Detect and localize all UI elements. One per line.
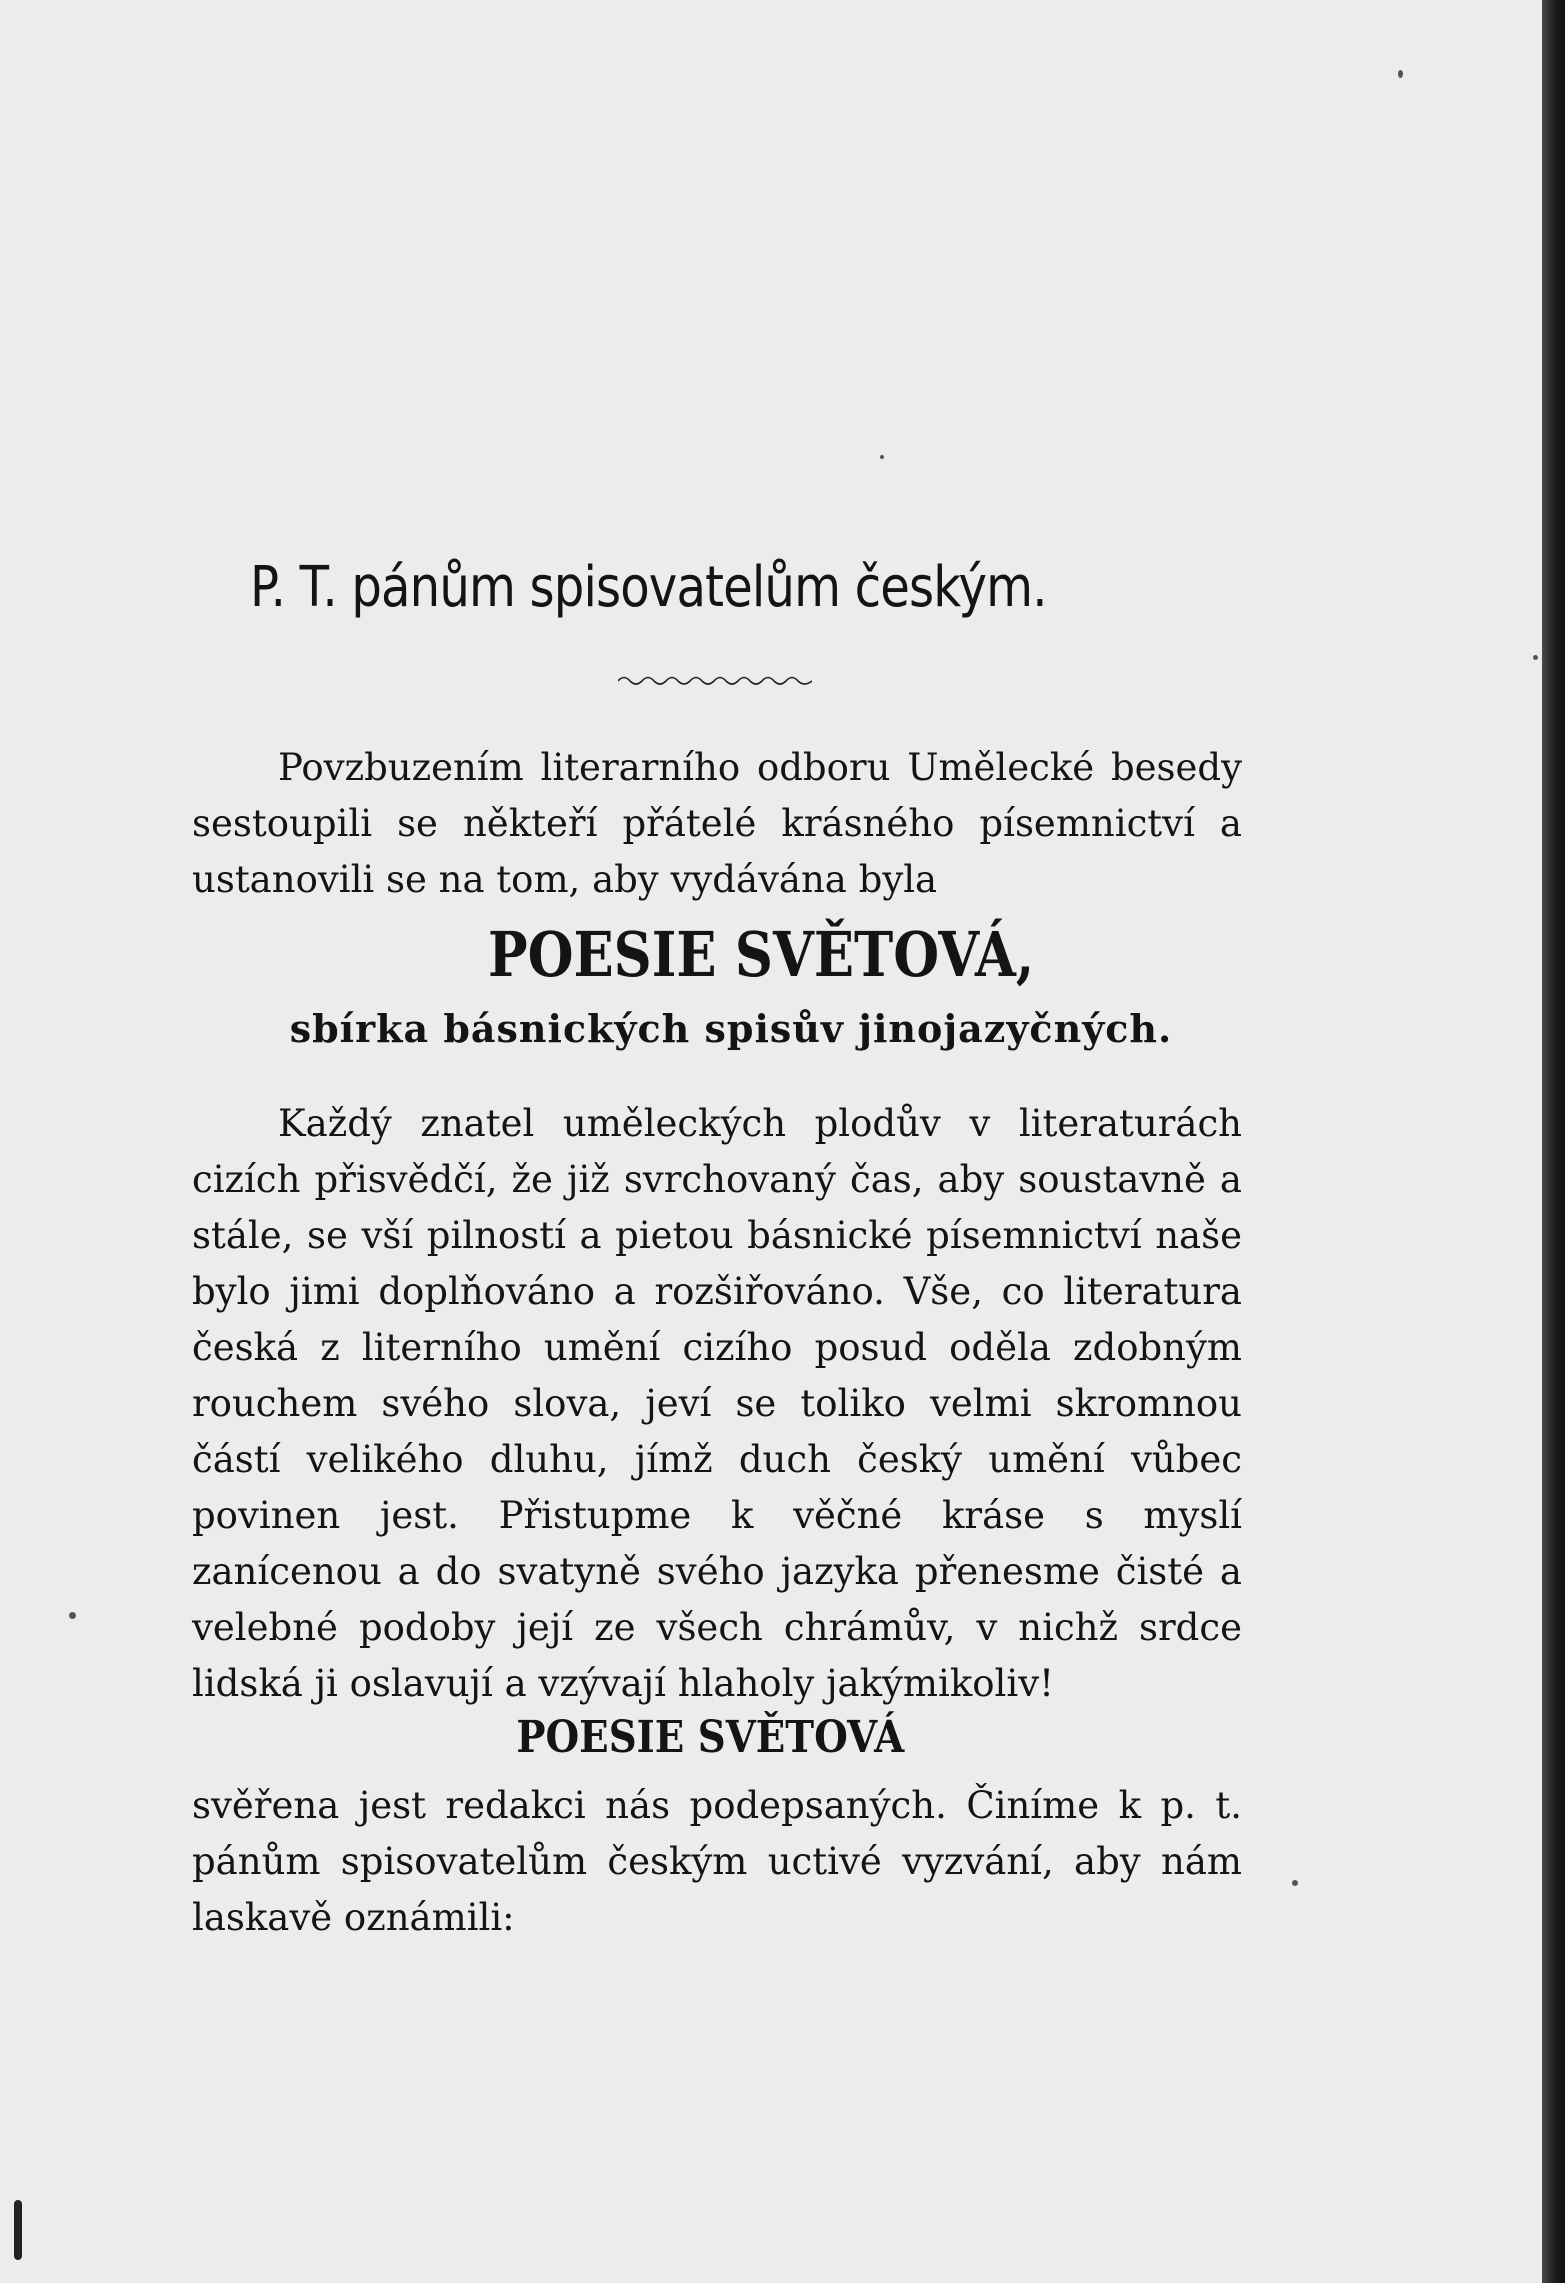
series-title: POESIE SVĚTOVÁ,: [487, 918, 1035, 991]
paper-speck: [1398, 70, 1403, 78]
paper-speck: [69, 1612, 76, 1619]
series-subtitle: sbírka básnických spisův jinojazyčných.: [289, 1006, 1173, 1051]
body-paragraph: Každý znatel uměleckých plodův v literaturách cizích přisvědčí, že již svrchovaný čas, aby soustavně a stále, se vší pilností a pietou básnické písemnictví naše bylo jimi doplňováno a rozšiřováno. Vše, co literatura česká z literního umění cizího posud oděla zdobným rouchem svého slova, jeví se toliko velmi skromnou částí velikého dluhu, jímž duch český umění vůbec povinen jest. Přistupme k věčné kráse s myslí zanícenou a do svatyně svého jazyka přenesme čisté a velebné podoby její ze všech chrámův, v nichž srdce lidská ji oslavují a vzývají hlaholy jakýmikoliv!: [192, 1102, 1242, 1705]
intro-paragraph: Povzbuzením literarního odboru Umělecké besedy sestoupili se někteří přátelé krásného písemnictví a ustanovili se na tom, aby vydávána byla: [192, 746, 1242, 901]
page-heading: P. T. pánům spisovatelům českým.: [250, 555, 1047, 620]
closing-paragraph: svěřena jest redakci nás podepsaných. Činíme k p. t. pánům spisovatelům českým uctivé vyzvání, aby nám laskavě oznámili:: [192, 1784, 1242, 1939]
binding-mark: [14, 2200, 22, 2260]
paper-speck: [1292, 1880, 1298, 1886]
paper-speck: [880, 455, 884, 459]
series-title-repeat: POESIE SVĚTOVÁ: [516, 1712, 905, 1763]
ornament-divider: [618, 672, 812, 688]
paper-speck: [1533, 655, 1538, 660]
page-edge-shadow: [1542, 0, 1565, 2283]
